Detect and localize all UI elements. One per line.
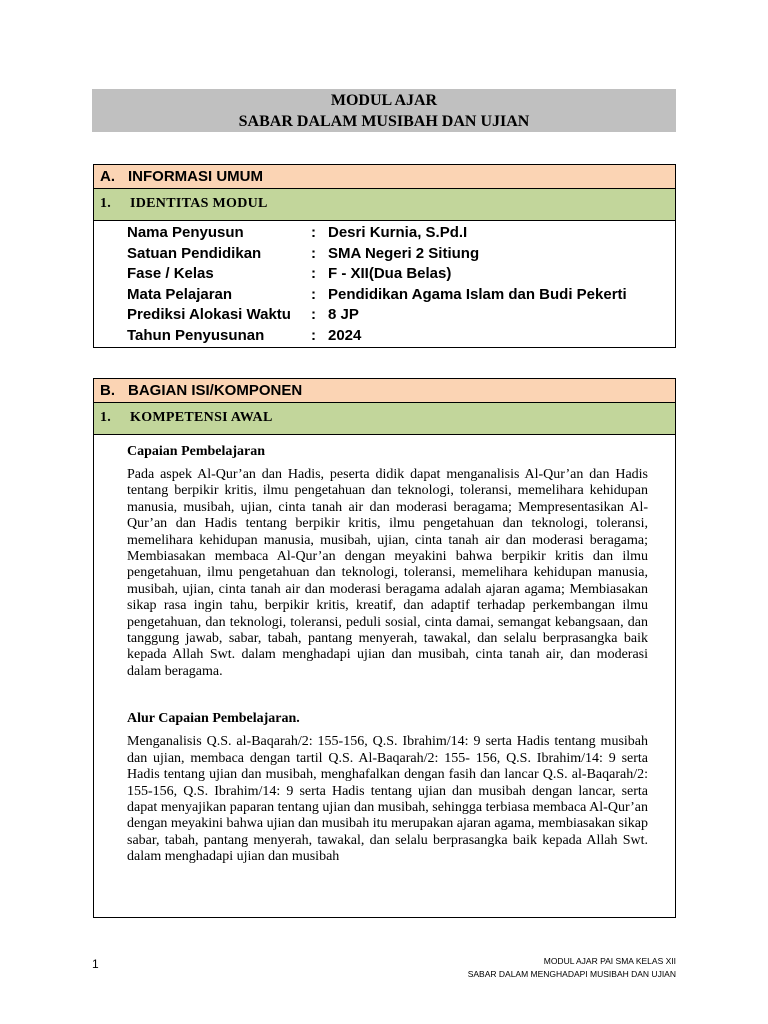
- identity-label: Fase / Kelas: [127, 265, 214, 282]
- footer-line-1: MODUL AJAR PAI SMA KELAS XII: [543, 956, 676, 966]
- identity-value: F - XII(Dua Belas): [328, 265, 452, 282]
- section-a-header: [94, 165, 675, 189]
- identity-row: [127, 326, 675, 347]
- identity-label: Nama Penyusun: [127, 224, 244, 241]
- identity-label: Satuan Pendidikan: [127, 244, 262, 262]
- identitas-modul-label: IDENTITAS MODUL: [130, 196, 268, 211]
- kompetensi-awal-label: KOMPETENSI AWAL: [130, 410, 273, 425]
- identity-row: [127, 244, 675, 265]
- identity-colon: :: [311, 244, 316, 262]
- section-b-letter: B.: [100, 382, 115, 399]
- identity-value: Desri Kurnia, S.Pd.I: [328, 224, 468, 241]
- identity-colon: :: [311, 224, 316, 241]
- identitas-modul-header: [94, 189, 675, 221]
- identity-colon: :: [311, 265, 316, 282]
- identity-row: [127, 305, 675, 326]
- identity-label: Prediksi Alokasi Waktu: [127, 306, 291, 323]
- identity-row: [127, 264, 675, 285]
- identity-colon: :: [311, 285, 316, 303]
- section-b-header: [94, 379, 675, 403]
- identity-value: Pendidikan Agama Islam dan Budi Pekerti: [328, 285, 627, 303]
- page-footer: [468, 955, 676, 981]
- identity-label: Tahun Penyusunan: [127, 326, 265, 344]
- identity-row: [127, 285, 675, 306]
- kompetensi-awal-header: [94, 403, 675, 435]
- title-line-2: SABAR DALAM MUSIBAH DAN UJIAN: [238, 113, 530, 130]
- kompetensi-awal-content: [94, 435, 675, 866]
- section-a-letter: A.: [100, 168, 115, 185]
- section-informasi-umum: [93, 164, 676, 348]
- alur-capaian-heading: Alur Capaian Pembelajaran.: [127, 711, 300, 727]
- identity-colon: :: [311, 326, 316, 344]
- section-a-label: INFORMASI UMUM: [128, 168, 263, 185]
- page-number: 1: [92, 957, 99, 971]
- alur-capaian-text: Menganalisis Q.S. al-Baqarah/2: 155-156, Q.S. Ibrahim/14: 9 serta Hadis tentang musibah dan ujian, membaca dengan tartil Q.S. Al-Baqarah/2: 155- 156, Q.S. Ibrahim/14: 9 serta Hadis tentang ujian dan musibah, menghafalkan dengan fasih dan lancar Q.S. al-Baqarah/2: 155-156, Q.S. Ibrahim/14: 9 serta Hadis tentang ujian dan musibah dengan lancar, serta dapat menyajikan paparan tentang ujian dan musibah, sehingga terbiasa membaca Al-Qur’an dengan meyakini bahwa ujian dan musibah itu merupakan ajaran agama, membiasakan sikap sabar, tabah, pantang menyerah, tawakal, dan selalu berprasangka baik kepada Allah Swt. dalam menghadapi ujian dan musibah: [127, 734, 648, 865]
- footer-line-2: SABAR DALAM MENGHADAPI MUSIBAH DAN UJIAN: [467, 969, 676, 979]
- identity-value: 8 JP: [328, 306, 359, 323]
- section-b-label: BAGIAN ISI/KOMPONEN: [128, 382, 303, 399]
- identity-label: Mata Pelajaran: [127, 285, 233, 303]
- identitas-modul-number: 1.: [100, 196, 112, 211]
- section-bagian-isi: [93, 378, 676, 918]
- capaian-pembelajaran-text: Pada aspek Al-Qur’an dan Hadis, peserta didik dapat menganalisis Al-Qur’an dan Hadis tentang berpikir kritis, ilmu pengetahuan dan teknologi, toleransi, memelihara kehidupan manusia, musibah, ujian, cinta tanah air dan moderasi beragama; Mempresentasikan Al-Qur’an dan Hadis tentang berpikir kritis, ilmu pengetahuan dan teknologi, toleransi, memelihara kehidupan manusia, musibah, ujian, cinta tanah air dan moderasi beragama; Membiasakan membaca Al-Qur’an dengan meyakini bahwa berpikir kritis dan ilmu pengetahuan, ilmu pengetahuan dan teknologi, toleransi, memelihara kehidupan manusia, musibah, ujian, cinta tanah air dan moderasi beragama adalah ajaran agama; Membiasakan sikap rasa ingin tahu, berpikir kritis, kreatif, dan adaptif terhadap perkembangan ilmu pengetahuan, dan teknologi, toleransi, peduli sosial, cinta damai, semangat kebangsaan, dan tanggung jawab, sabar, tabah, pantang menyerah, tawakal, dan selalu berprasangka baik kepada Allah Swt. dalam menghadapi ujian dan musibah, cinta tanah air, dan moderasi dalam beragama.: [127, 467, 648, 679]
- kompetensi-awal-number: 1.: [100, 410, 112, 425]
- identity-colon: :: [311, 306, 316, 323]
- identity-value: SMA Negeri 2 Sitiung: [328, 244, 480, 262]
- document-title: [92, 89, 676, 132]
- title-line-1: MODUL AJAR: [330, 92, 438, 109]
- capaian-pembelajaran-heading: Capaian Pembelajaran: [127, 444, 266, 459]
- identity-value: 2024: [328, 326, 362, 344]
- identity-row: [127, 223, 675, 244]
- identity-table: [94, 221, 675, 346]
